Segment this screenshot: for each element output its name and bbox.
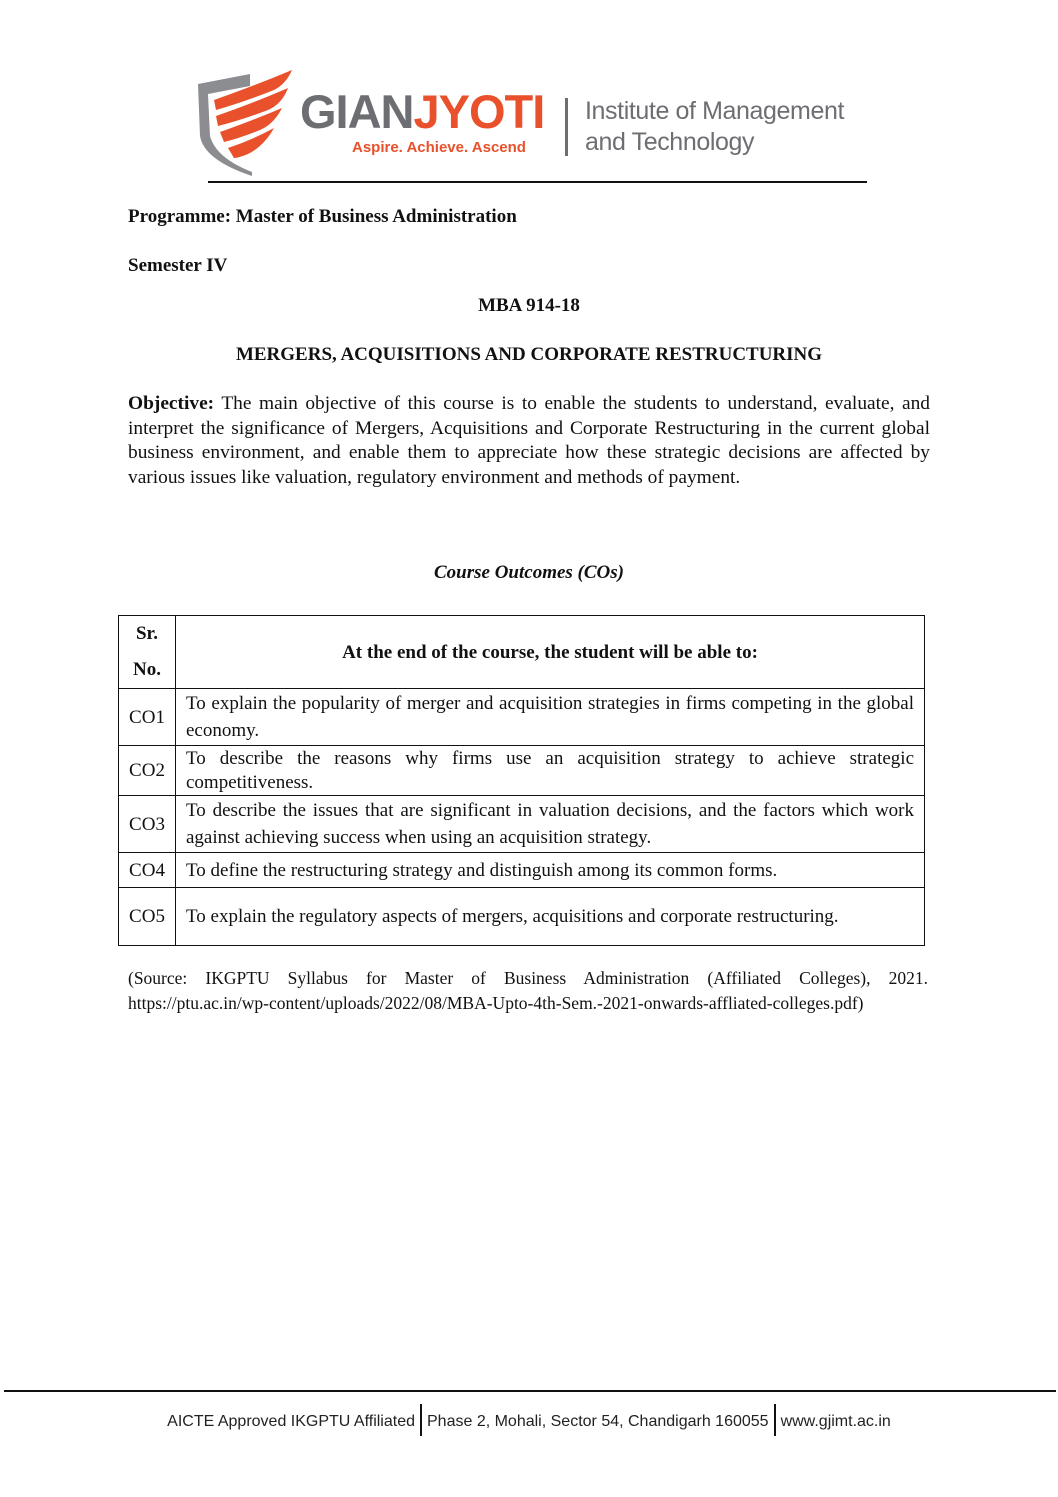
- objective-text: The main objective of this course is to enable the students to understand, evaluate, and interpret the significance of Mergers, Acquisitions and Corporate Restructuring in the current global business environment, and enable them to appreciate how these strategic decisions are affected by various issues like valuation, regulatory environment and methods of payment.: [128, 393, 930, 488]
- table-header-row: [119, 616, 925, 689]
- programme-line: Programme: Master of Business Administration: [128, 206, 517, 227]
- row-sr: CO1: [119, 689, 176, 746]
- row-description: To explain the regulatory aspects of mergers, acquisitions and corporate restructuring.: [176, 888, 925, 946]
- brand-wordmark: [300, 85, 545, 138]
- row-description: To describe the reasons why firms use an acquisition strategy to achieve strategic competitiveness.: [176, 746, 925, 796]
- row-description: To define the restructuring strategy and distinguish among its common forms.: [176, 853, 925, 888]
- footer-website[interactable]: www.gjimt.ac.in: [780, 1413, 891, 1430]
- row-sr: CO5: [119, 888, 176, 946]
- table-row: [119, 746, 925, 796]
- header-description: At the end of the course, the student will be able to:: [176, 616, 925, 689]
- source-citation: (Source: IKGPTU Syllabus for Master of Business Administration (Affiliated Colleges), 2021. https://ptu.ac.in/wp-content/uploads/2022/08/MBA-Upto-4th-Sem.-2021-onwards-affliated-colleges.pdf): [128, 968, 928, 1013]
- table-row: [119, 689, 925, 746]
- header-rule: [208, 181, 867, 183]
- footer-rule: [4, 1390, 1056, 1392]
- course-outcomes-heading: Course Outcomes (COs): [433, 562, 624, 583]
- row-sr: CO3: [119, 796, 176, 853]
- course-outcomes-table: [118, 615, 925, 946]
- footer-address: Phase 2, Mohali, Sector 54, Chandigarh 160055: [427, 1413, 769, 1430]
- brand-tagline: Aspire. Achieve. Ascend: [352, 139, 526, 156]
- header-sr-line1: Sr.: [135, 623, 158, 644]
- logo-divider: [565, 98, 568, 156]
- institute-name-line2: and Technology: [585, 128, 755, 156]
- institute-name: [585, 96, 844, 158]
- course-title: MERGERS, ACQUISITIONS AND CORPORATE RESTRUCTURING: [235, 344, 823, 365]
- row-sr: CO2: [119, 746, 176, 796]
- footer-separator: [774, 1404, 776, 1436]
- row-description: To explain the popularity of merger and acquisition strategies in firms competing in the global economy.: [176, 689, 925, 746]
- table-row: [119, 853, 925, 888]
- table-row: [119, 796, 925, 853]
- footer: [0, 1406, 1058, 1438]
- brand-name-gian: GIAN: [300, 85, 414, 138]
- footer-affiliation: AICTE Approved IKGPTU Affiliated: [167, 1413, 415, 1430]
- header-sr-no: [119, 616, 176, 689]
- header-sr-line2: No.: [133, 659, 161, 680]
- course-code: MBA 914-18: [478, 295, 580, 316]
- objective-label: Objective:: [128, 393, 215, 414]
- row-description: To describe the issues that are significant in valuation decisions, and the factors which work against achieving success when using an acquisition strategy.: [176, 796, 925, 853]
- shield-logo-icon: [194, 66, 298, 176]
- table-row: [119, 888, 925, 946]
- footer-separator: [420, 1404, 422, 1436]
- semester-line: Semester IV: [128, 255, 228, 276]
- institute-name-line1: Institute of Management: [585, 97, 845, 125]
- brand-name-jyoti: JYOTI: [413, 85, 545, 138]
- objective-paragraph: [128, 392, 930, 490]
- row-sr: CO4: [119, 853, 176, 888]
